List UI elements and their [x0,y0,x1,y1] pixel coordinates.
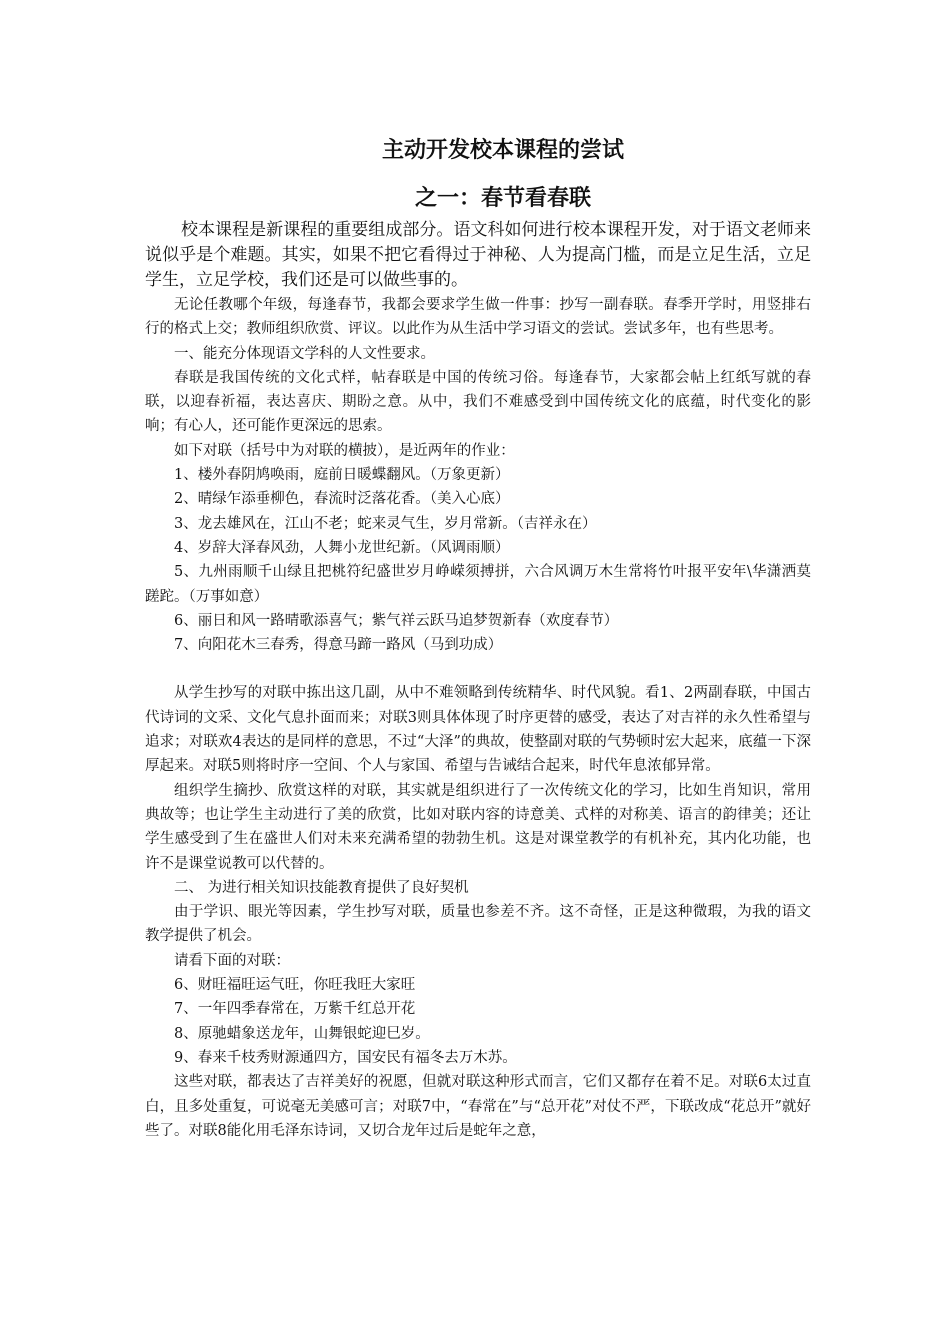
couplet-item: 7、向阳花木三春秀，得意马蹄一路风（马到功成） [174,637,503,654]
paragraph: 春联是我国传统的文化式样，帖春联是中国的传统习俗。每逢春节，大家都会帖上红纸写就的春联，以迎春祈福，表达喜庆、期盼之意。从中，我们不难感受到中国传统文化的底蕴，时代变化的影响；有心人，还可能作更深远的思索。 [145,369,811,435]
document-page [145,126,811,1143]
document-title: 主动开发校本课程的尝试 [381,138,624,163]
couplet-item: 6、丽日和风一路晴歌添喜气；紫气祥云跃马追梦贺新春（欢度春节） [174,612,619,629]
couplet-item: 6、财旺福旺运气旺，你旺我旺大家旺 [174,977,416,994]
paragraph: 组织学生摘抄、欣赏这样的对联，其实就是组织进行了一次传统文化的学习，比如生肖知识，常用典故等；也让学生主动进行了美的欣赏，比如对联内容的诗意美、式样的对称美、语言的韵律美；还让学生感受到了生在盛世人们对未来充满希望的勃勃生机。这是对课堂教学的有机补充，其内化功能，也许不是课堂说教可以代替的。 [145,782,811,872]
couplet-item: 2、晴绿乍添垂柳色，春流时泛落花香。（美入心底） [174,491,510,508]
couplet-item: 4、岁辞大泽春风劲，人舞小龙世纪新。（风调雨顺） [174,539,510,556]
paragraph: 如下对联（括号中为对联的横披），是近两年的作业： [174,442,515,459]
section-heading: 一、能充分体现语文学科的人文性要求。 [174,345,435,362]
paragraph: 无论任教哪个年级，每逢春节，我都会要求学生做一件事：抄写一副春联。春季开学时，用竖排右行的格式上交；教师组织欣赏、评议。以此作为从生活中学习语文的尝试。尝试多年，也有些思考。 [145,297,811,338]
couplet-item: 9、春来千枝秀财源通四方，国安民有福冬去万木苏。 [174,1049,517,1066]
paragraph: 由于学识、眼光等因素，学生抄写对联，质量也参差不齐。这不奇怪，正是这种微瑕，为我的语文教学提供了机会。 [145,904,811,945]
couplet-item: 7、一年四季春常在，万紫千红总开花 [174,1001,416,1018]
couplet-item: 5、九州雨顺千山绿且把桃符纪盛世岁月峥嵘须搏拼，六合风调万木生常将竹叶报平安年\华潇洒莫蹉跎。（万事如意） [145,564,811,605]
paragraph: 这些对联，都表达了吉祥美好的祝愿，但就对联这种形式而言，它们又都存在着不足。对联6太过直白，且多处重复，可说毫无美感可言；对联7中，“春常在”与“总开花”对仗不严，下联改成“花总开”就好些了。对联8能化用毛泽东诗词，又切合龙年过后是蛇年之意， [145,1074,811,1139]
couplet-item: 1、楼外春阴鸠唤雨，庭前日暖蝶翻风。（万象更新） [174,467,510,484]
paragraph: 从学生抄写的对联中拣出这几副，从中不难领略到传统精华、时代风貌。看1、2两副春联，中国古代诗词的文采、文化气息扑面而来；对联3则具体体现了时序更替的感受，表达了对吉祥的永久性希望与追求；对联欢4表达的是同样的意思，不过“大泽”的典故，使整副对联的气势顿时宏大起来，底蕴一下深厚起来。对联5则将时序一空间、个人与家国、希望与告诫结合起来，时代年息浓郁异常。 [145,685,811,775]
document-subtitle: 之一：春节看春联 [414,186,591,211]
couplet-item: 3、龙去雄风在，江山不老；蛇来灵气生，岁月常新。（吉祥永在） [174,515,597,532]
couplet-item: 8、原驰蜡象送龙年，山舞银蛇迎巳岁。 [174,1025,430,1042]
section-heading: 二、 为进行相关知识技能教育提供了良好契机 [174,879,469,896]
paragraph: 请看下面的对联： [174,952,290,969]
blank-line [145,657,811,681]
intro-paragraph: 校本课程是新课程的重要组成部分。语文科如何进行校本课程开发，对于语文老师来说似乎是个难题。其实，如果不把它看得过于神秘、人为提高门槛，而是立足生活，立足学生，立足学校，我们还是可以做些事的。 [145,220,811,290]
